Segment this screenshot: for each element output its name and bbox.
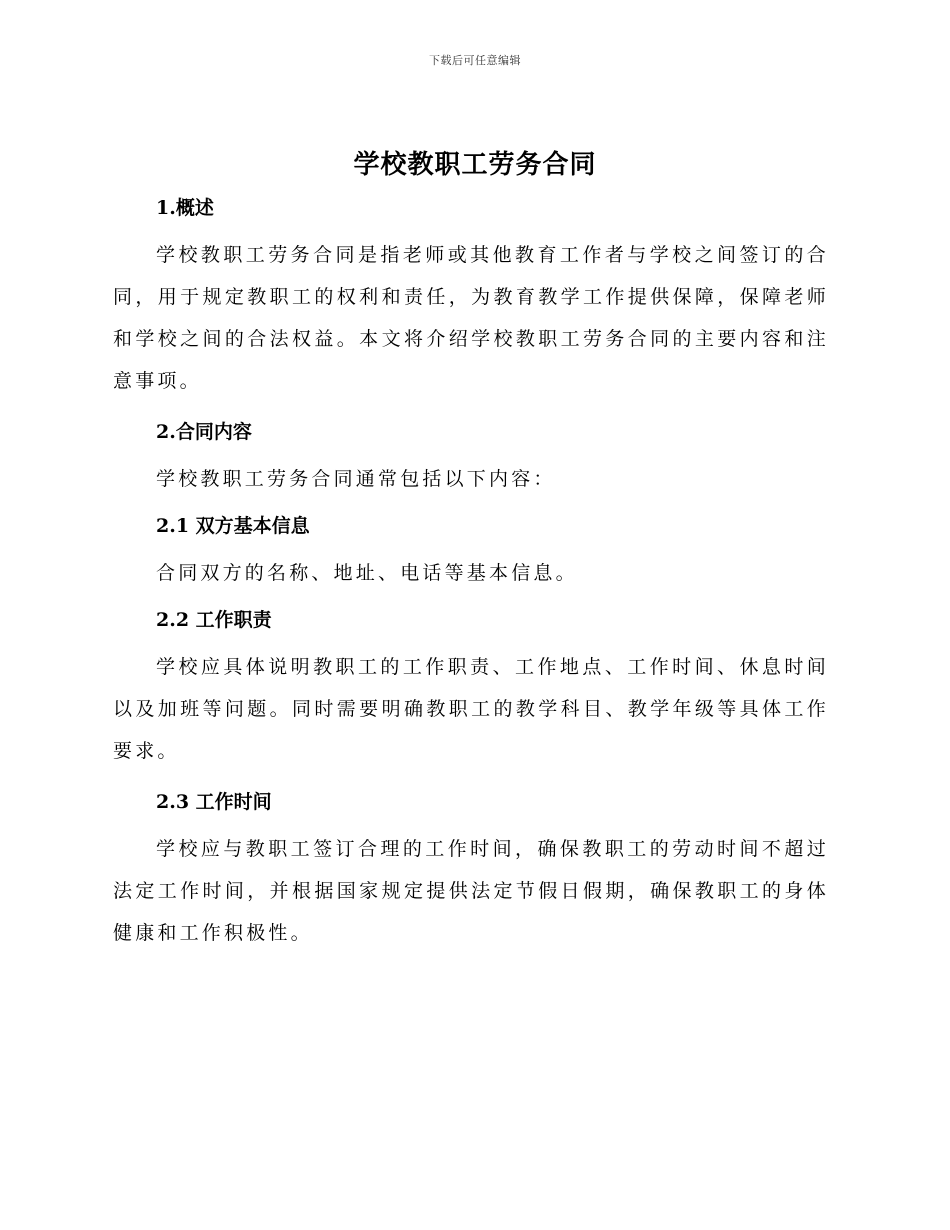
section-heading-contract-content: 2.合同内容: [156, 421, 252, 443]
paragraph-job-duties: 学校应具体说明教职工的工作职责、工作地点、工作时间、休息时间以及加班等问题。同时需要明确教职工的教学科目、教学年级等具体工作要求。: [113, 656, 829, 762]
paragraph-basic-info: 合同双方的名称、地址、电话等基本信息。: [156, 562, 578, 584]
paragraph-overview: 学校教职工劳务合同是指老师或其他教育工作者与学校之间签订的合同，用于规定教职工的权利和责任，为教育教学工作提供保障，保障老师和学校之间的合法权益。本文将介绍学校教职工劳务合同的主要内容和注意事项。: [113, 244, 829, 392]
document-title: 学校教职工劳务合同: [353, 150, 597, 180]
section-heading-job-duties: 2.2 工作职责: [156, 609, 272, 631]
paragraph-contract-content: 学校教职工劳务合同通常包括以下内容：: [156, 468, 556, 490]
section-heading-basic-info: 2.1 双方基本信息: [156, 515, 310, 537]
header-note: 下载后可任意编辑: [429, 54, 521, 67]
section-heading-working-hours: 2.3 工作时间: [156, 791, 272, 813]
document-body: [113, 190, 829, 954]
section-heading-overview: 1.概述: [156, 197, 214, 219]
paragraph-working-hours: 学校应与教职工签订合理的工作时间，确保教职工的劳动时间不超过法定工作时间，并根据国家规定提供法定节假日假期，确保教职工的身体健康和工作积极性。: [113, 838, 829, 944]
